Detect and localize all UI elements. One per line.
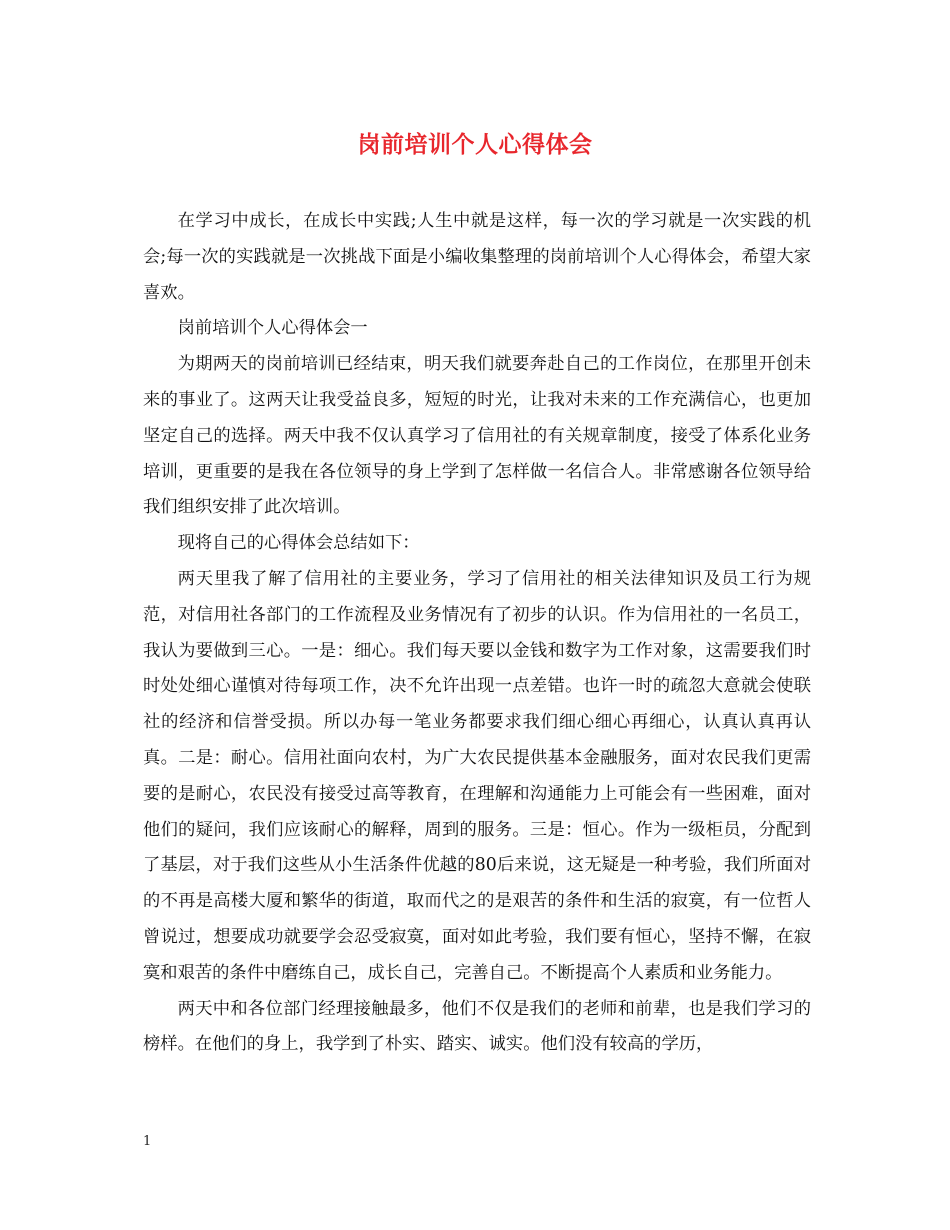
body-paragraph: 两天里我了解了信用社的主要业务，学习了信用社的相关法律知识及员工行为规范，对信用社各部门的工作流程及业务情况有了初步的认识。作为信用社的一名员工，我认为要做到三心。一是：细心。我们每天要以金钱和数字为工作对象，这需要我们时时处处细心谨慎对待每项工作，决不允许出现一点差错。也许一时的疏忽大意就会使联社的经济和信誉受损。所以办每一笔业务都要求我们细心细心再细心，认真认真再认真。二是：耐心。信用社面向农村，为广大农民提供基本金融服务，面对农民我们更需要的是耐心，农民没有接受过高等教育，在理解和沟通能力上可能会有一些困难，面对他们的疑问，我们应该耐心的解释，周到的服务。三是：恒心。作为一级柜员，分配到了基层，对于我们这些从小生活条件优越的80后来说，这无疑是一种考验，我们所面对的不再是高楼大厦和繁华的街道，取而代之的是艰苦的条件和生活的寂寞，有一位哲人曾说过，想要成功就要学会忍受寂寞，面对如此考验，我们要有恒心，坚持不懈，在寂寞和艰苦的条件中磨练自己，成长自己，完善自己。不断提高个人素质和业务能力。 — [143, 568, 811, 983]
intro-paragraph: 在学习中成长，在成长中实践;人生中就是这样，每一次的学习就是一次实践的机会;每一次的实践就是一次挑战下面是小编收集整理的岗前培训个人心得体会，希望大家喜欢。 — [143, 211, 811, 303]
page-number: 1 — [143, 1134, 152, 1149]
body-paragraph: 现将自己的心得体会总结如下： — [177, 533, 420, 554]
document-body — [143, 204, 811, 1063]
body-paragraph: 两天中和各位部门经理接触最多，他们不仅是我们的老师和前辈，也是我们学习的榜样。在他们的身上，我学到了朴实、踏实、诚实。他们没有较高的学历， — [143, 998, 811, 1055]
section-heading: 岗前培训个人心得体会一 — [177, 318, 368, 339]
body-paragraph: 为期两天的岗前培训已经结束，明天我们就要奔赴自己的工作岗位，在那里开创未来的事业了。这两天让我受益良多，短短的时光，让我对未来的工作充满信心，也更加坚定自己的选择。两天中我不仅认真学习了信用社的有关规章制度，接受了体系化业务培训，更重要的是我在各位领导的身上学到了怎样做一名信合人。非常感谢各位领导给我们组织安排了此次培训。 — [143, 354, 811, 518]
document-title: 岗前培训个人心得体会 — [357, 131, 593, 158]
